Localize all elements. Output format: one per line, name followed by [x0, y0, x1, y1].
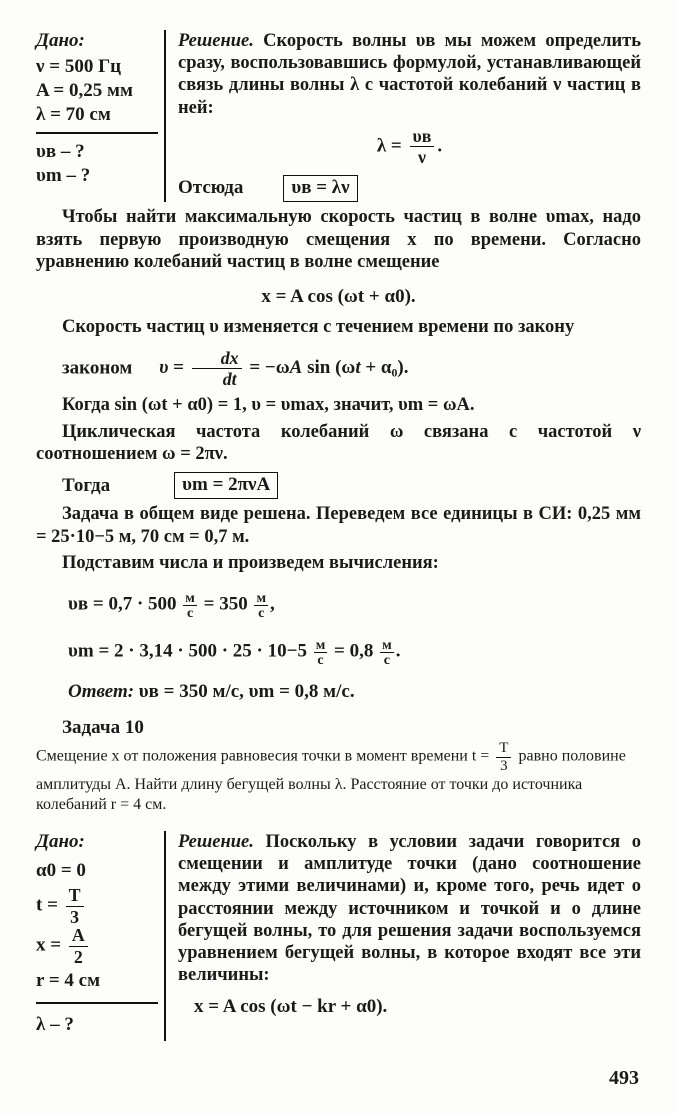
- page-content: [36, 30, 641, 1041]
- wave-equation-1-denominator: ν: [417, 147, 426, 168]
- problem10-solution-panel: [166, 831, 641, 1041]
- calculation-max-speed-eq: = 0,8: [334, 640, 374, 662]
- problem10-given-time: t = $\frac{T}{3}$: [36, 886, 158, 926]
- answer-row: [68, 681, 641, 703]
- problem10-given-displacement: x = $\frac{A}{2}$: [36, 926, 158, 966]
- given-divider: [36, 132, 158, 134]
- calculation-max-speed-tail: .: [395, 640, 401, 662]
- calculation-wave-speed: [68, 591, 641, 620]
- wave-speed-formula-box: υв = λν: [283, 175, 357, 203]
- page-number: 493: [609, 1067, 639, 1089]
- problem10-statement-part2: равно половине амплитуды A. Найти длину бегущей волны λ. Расстояние от точки до источника колебаний r = 4 см.: [36, 747, 626, 813]
- unit-meters-per-second-4: $\frac{м}{с}$: [382, 636, 392, 668]
- paragraph-cyclic-frequency: Циклическая частота колебаний ω связана с частотой ν соотношением ω = 2πν.: [36, 421, 641, 465]
- velocity-equation: υ = $\frac{dx}{dt}$ = −ωA $\sin (\omega t + \alpha_0)$.: [159, 347, 409, 389]
- problem10-given-title: Дано:: [36, 830, 85, 852]
- problem10-given-displacement-fraction: $\frac{A}{2}$: [69, 926, 88, 966]
- unit-meters-per-second-1: $\frac{м}{с}$: [185, 589, 195, 621]
- paragraph-derivative: Чтобы найти максимальную скорость частиц в волне υmax, надо взять первую производную смещения x по времени. Согласно уравнению колебаний частиц в волне смещение: [36, 207, 641, 273]
- problem10-find-wavelength: λ – ?: [36, 1014, 74, 1036]
- hence-label: Отсюда: [178, 177, 244, 199]
- wave-equation-1-numerator: υв: [410, 127, 435, 147]
- problem10-solution-text: Поскольку в условии задачи говорится о смещении и амплитуде точки (дано соотношение между этими величинами) и, кроме того, речь идет о расстоянии между источником и точкой и о длине бегущей волны, то для решения задачи воспользуемся уравнением бегущей волны, в которое входят все эти величины:: [178, 831, 641, 986]
- problem9-solution-panel: [166, 30, 641, 202]
- calculation-wave-speed-lhs: υв = 0,7 · 500: [68, 593, 177, 615]
- problem10-time-fraction: [496, 741, 511, 775]
- given-title: Дано:: [36, 30, 85, 51]
- hence-row: [178, 175, 641, 203]
- paragraph-units: Задача в общем виде решена. Переведем все единицы в СИ: 0,25 мм = 25·10−5 м, 70 см = 0,7 м.: [36, 504, 641, 547]
- then-row: [36, 472, 641, 499]
- wave-equation-1-lhs: λ =: [376, 135, 402, 157]
- find-line-max-speed: υm – ?: [36, 165, 91, 186]
- find-line-wave-speed: υв – ?: [36, 141, 85, 163]
- problem10-block: [36, 831, 641, 1041]
- problem10-heading: Задача 10: [62, 716, 144, 738]
- paragraph-when-sin: Когда sin (ωt + α0) = 1, υ = υmax, значит, υm = ωA.: [62, 395, 475, 416]
- problem10-given-phase: α0 = 0: [36, 859, 86, 881]
- max-speed-formula-box: υm = 2πνA: [174, 472, 278, 499]
- wave-equation-1: [178, 127, 641, 167]
- problem10-given-distance: r = 4 см: [36, 969, 101, 991]
- problem10-solution-lead: Решение.: [178, 831, 254, 852]
- given-line-amplitude: A = 0,25 мм: [36, 79, 133, 101]
- calculation-max-speed: [68, 638, 641, 667]
- unit-meters-per-second-2: $\frac{м}{с}$: [256, 589, 267, 621]
- problem10-statement: [36, 741, 641, 815]
- given-line-frequency: ν = 500 Гц: [36, 56, 122, 77]
- problem9-block: [36, 30, 641, 202]
- given-line-wavelength: λ = 70 см: [36, 103, 111, 125]
- calculation-max-speed-lhs: υm = 2 · 3,14 · 500 · 25 · 10−5: [68, 640, 307, 662]
- paragraph-substitute: Подставим числа и произведем вычисления:: [62, 553, 439, 574]
- calculation-wave-speed-eq: = 350: [203, 593, 248, 615]
- problem10-time-denominator: 3: [500, 758, 508, 775]
- problem10-wave-equation: x = A cos (ωt − kr + α0).: [194, 996, 388, 1018]
- problem10-given-time-fraction: $\frac{T}{3}$: [66, 886, 84, 926]
- velocity-equation-row: [36, 349, 641, 389]
- paragraph-velocity: Скорость частиц υ изменяется с течением времени по закону: [62, 317, 575, 338]
- unit-meters-per-second-3: $\frac{м}{с}$: [315, 636, 326, 668]
- displacement-equation: x = A cos (ωt + α0).: [261, 286, 416, 308]
- then-label: Тогда: [62, 474, 111, 496]
- problem10-statement-part1: Смещение x от положения равновесия точки в момент времени t =: [36, 747, 490, 765]
- answer-label: Ответ:: [68, 680, 135, 702]
- wave-equation-1-fraction: [410, 127, 435, 167]
- solution-text: Скорость волны υв мы можем определить сразу, воспользовавшись формулой, устанавливающей связь длины волны λ с частотой колебаний ν частиц в ней:: [178, 31, 641, 118]
- problem10-given-divider: [36, 1002, 158, 1004]
- calculation-wave-speed-tail: ,: [270, 593, 275, 615]
- derivative-fraction: $\frac{dx}{dt}$: [192, 349, 242, 389]
- problem9-given-panel: [36, 30, 166, 202]
- velocity-equation-label: законом: [62, 357, 133, 379]
- problem10-time-numerator: T: [496, 741, 511, 758]
- answer-text: υв = 350 м/с, υm = 0,8 м/с.: [134, 680, 355, 702]
- solution-lead: Решение.: [178, 31, 254, 51]
- wave-equation-1-tail: .: [437, 135, 443, 157]
- problem10-given-panel: [36, 831, 166, 1041]
